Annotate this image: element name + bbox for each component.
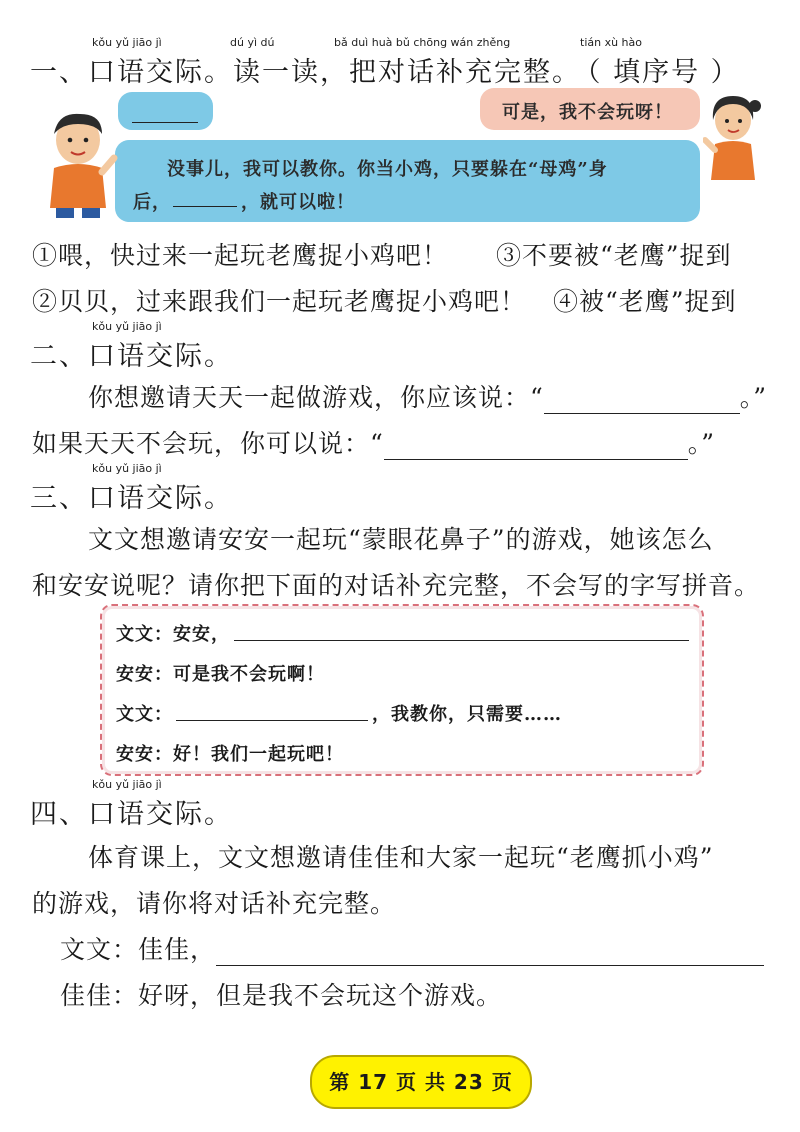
option-4: ④被“老鹰”捉到	[553, 287, 737, 316]
bubble-boy-line1: 没事儿，我可以教你。你当小鸡，只要躲在“母鸡”身	[167, 159, 608, 180]
dialog-line4: 安安：好！我们一起玩吧！	[116, 744, 344, 765]
section4-para2: 的游戏，请你将对话补充完整。	[32, 889, 397, 918]
section4-para1: 体育课上，文文想邀请佳佳和大家一起玩“老鹰抓小鸡”	[88, 843, 714, 872]
section1-heading-text: 一、口语交际。读一读，把对话补充完整。	[30, 57, 581, 88]
dialog-box	[100, 604, 704, 776]
speech-bubble-girl	[480, 88, 700, 130]
dialog-line3-blank[interactable]	[176, 698, 368, 721]
bubble-boy-line2b: ，就可以啦！	[241, 192, 355, 213]
section2-line2-text: 如果天天不会玩，你可以说：“	[32, 429, 384, 458]
pinyin-kouyu-jiaoji: kǒu yǔ jiāo jì	[92, 36, 162, 49]
bubble-boy-line2a: 后，	[133, 192, 171, 213]
section2-line1	[88, 378, 767, 414]
speech-bubble-blank	[118, 92, 213, 130]
section4-dialog1	[60, 930, 764, 966]
section3-para2: 和安安说呢？请你把下面的对话补充完整，不会写的字写拼音。	[32, 571, 761, 600]
section2-line1-end: 。”	[739, 383, 768, 412]
page-indicator	[310, 1055, 532, 1109]
section3-heading: 三、口语交际。	[30, 483, 233, 514]
section3-para1: 文文想邀请安安一起玩“蒙眼花鼻子”的游戏，她该怎么	[88, 525, 714, 554]
dialog-line2: 安安：可是我不会玩啊！	[116, 664, 325, 685]
section4-blank[interactable]	[216, 941, 764, 966]
pinyin-buchong-wanzheng: bǎ duì huà bǔ chōng wán zhěng	[334, 36, 511, 49]
section2-line2-end: 。”	[687, 429, 716, 458]
dialog-line1-blank[interactable]	[234, 618, 689, 641]
boy-illustration	[40, 110, 118, 220]
section2-line2	[32, 424, 715, 460]
section2-blank1[interactable]	[544, 389, 740, 414]
dialog-line3-end: ，我教你，只需要……	[372, 704, 562, 725]
bubble-blank-line[interactable]	[132, 98, 198, 123]
section1-heading	[30, 50, 740, 89]
bubble-girl-text: 可是，我不会玩呀！	[502, 102, 673, 123]
section2-line1-text: 你想邀请天天一起做游戏，你应该说：“	[88, 383, 544, 412]
dialog-line3-text: 文文：	[116, 704, 173, 725]
pinyin-tianxuhao: tián xù hào	[580, 36, 642, 49]
speech-bubble-boy	[115, 140, 700, 222]
section4-dialog1-text: 文文：佳佳，	[60, 935, 217, 964]
page-indicator-text: 第 17 页 共 23 页	[329, 1070, 513, 1094]
bubble-boy-blank[interactable]	[173, 184, 237, 207]
section4-dialog2: 佳佳：好呀，但是我不会玩这个游戏。	[60, 981, 503, 1010]
girl-illustration	[703, 92, 763, 188]
dialog-line1-text: 文文：安安，	[116, 624, 230, 645]
pinyin-duyidu: dú yì dú	[230, 36, 275, 49]
section2-heading: 二、口语交际。	[30, 341, 233, 372]
option-3: ③不要被“老鹰”捉到	[496, 241, 732, 270]
section2-blank2[interactable]	[384, 435, 688, 460]
pinyin-section3: kǒu yǔ jiāo jì	[92, 462, 162, 475]
option-2: ②贝贝，过来跟我们一起玩老鹰捉小鸡吧！	[32, 287, 527, 316]
option-1: ①喂，快过来一起玩老鹰捉小鸡吧！	[32, 241, 449, 270]
section1-heading-note: （ 填序号 ）	[587, 57, 740, 88]
section4-heading: 四、口语交际。	[30, 799, 233, 830]
pinyin-section4: kǒu yǔ jiāo jì	[92, 778, 162, 791]
pinyin-section2: kǒu yǔ jiāo jì	[92, 320, 162, 333]
